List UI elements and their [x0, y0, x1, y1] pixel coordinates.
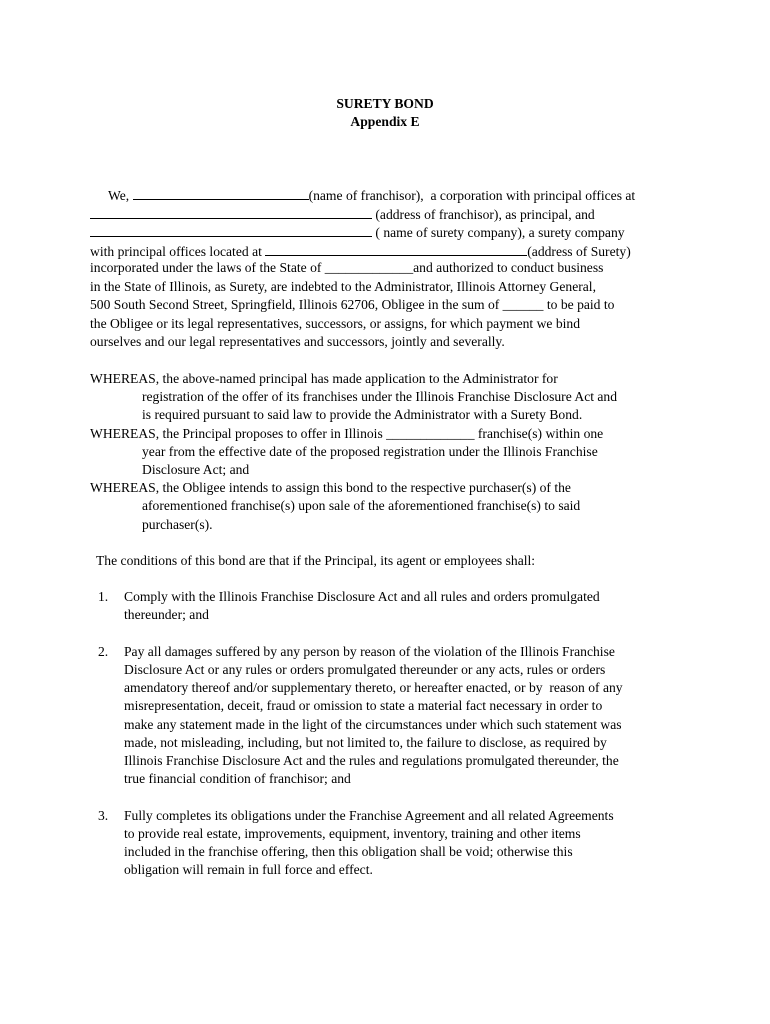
opening-line-5: incorporated under the laws of the State of _____________and authorized to conduct business	[90, 260, 604, 275]
document-title: SURETY BOND	[336, 96, 434, 111]
franchisor-name-blank	[133, 185, 309, 200]
item-2-line-4: misrepresentation, deceit, fraud or omission to state a material fact necessary in order to	[124, 698, 603, 713]
whereas-2-line-3: Disclosure Act; and	[142, 462, 250, 477]
opening-line-4	[90, 241, 631, 261]
whereas-2-line-2: year from the effective date of the proposed registration under the Illinois Franchise	[142, 444, 598, 459]
item-2-line-7: Illinois Franchise Disclosure Act and the rules and regulations promulgated thereunder, the	[124, 753, 619, 768]
item-2-line-5: make any statement made in the light of the circumstances under which such statement was	[124, 717, 622, 732]
conditions-intro: The conditions of this bond are that if the Principal, its agent or employees shall:	[96, 553, 536, 568]
opening-we: We,	[108, 188, 133, 203]
whereas-1-line-1: WHEREAS, the above-named principal has made application to the Administrator for	[90, 371, 558, 386]
whereas-3-line-3: purchaser(s).	[142, 517, 213, 532]
franchisor-address-blank	[90, 204, 372, 219]
whereas-3-line-2: aforementioned franchise(s) upon sale of the aforementioned franchise(s) to said	[142, 498, 581, 513]
item-3-line-3: included in the franchise offering, then this obligation shall be void; otherwise this	[124, 844, 573, 859]
item-2-line-2: Disclosure Act or any rules or orders promulgated thereunder or any acts, rules or orders	[124, 662, 606, 677]
opening-line-6: in the State of Illinois, as Surety, are indebted to the Administrator, Illinois Attorney General,	[90, 279, 596, 294]
opening-line-1-text: (name of franchisor), a corporation with principal offices at	[308, 188, 636, 203]
opening-line-2-text: (address of franchisor), as principal, and	[372, 207, 595, 222]
item-2-line-6: made, not misleading, including, but not limited to, the failure to disclose, as required by	[124, 735, 607, 750]
item-1-line-1: Comply with the Illinois Franchise Disclosure Act and all rules and orders promulgated	[124, 589, 600, 604]
opening-line-1	[108, 185, 635, 205]
item-3-line-4: obligation will remain in full force and effect.	[124, 862, 373, 877]
item-3-line-2: to provide real estate, improvements, equipment, inventory, training and other items	[124, 826, 581, 841]
surety-address-blank	[265, 241, 527, 256]
item-2-number: 2.	[98, 644, 109, 659]
opening-line-4-text-b: (address of Surety)	[527, 244, 631, 259]
item-1-line-2: thereunder; and	[124, 607, 209, 622]
opening-line-3	[90, 222, 625, 242]
item-2-line-8: true financial condition of franchisor; and	[124, 771, 351, 786]
item-1-number: 1.	[98, 589, 109, 604]
item-2-line-3: amendatory thereof and/or supplementary thereto, or hereafter enacted, or by reason of any	[124, 680, 623, 695]
document-subtitle: Appendix E	[350, 114, 420, 129]
opening-line-2	[90, 204, 595, 224]
opening-line-7: 500 South Second Street, Springfield, Illinois 62706, Obligee in the sum of ______ to be paid to	[90, 297, 615, 312]
item-2-line-1: Pay all damages suffered by any person by reason of the violation of the Illinois Franchise	[124, 644, 615, 659]
whereas-2-line-1: WHEREAS, the Principal proposes to offer in Illinois _____________ franchise(s) within one	[90, 426, 604, 441]
opening-line-8: the Obligee or its legal representatives, successors, or assigns, for which payment we bind	[90, 316, 580, 331]
whereas-3-line-1: WHEREAS, the Obligee intends to assign this bond to the respective purchaser(s) of the	[90, 480, 571, 495]
item-3-line-1: Fully completes its obligations under the Franchise Agreement and all related Agreements	[124, 808, 614, 823]
opening-line-4-text: with principal offices located at	[90, 244, 266, 259]
surety-name-blank	[90, 222, 372, 237]
whereas-1-line-2: registration of the offer of its franchises under the Illinois Franchise Disclosure Act and	[142, 389, 618, 404]
opening-line-3-text: ( name of surety company), a surety company	[372, 225, 625, 240]
opening-line-9: ourselves and our legal representatives and successors, jointly and severally.	[90, 334, 505, 349]
item-3-number: 3.	[98, 808, 109, 823]
whereas-1-line-3: is required pursuant to said law to provide the Administrator with a Surety Bond.	[142, 407, 583, 422]
